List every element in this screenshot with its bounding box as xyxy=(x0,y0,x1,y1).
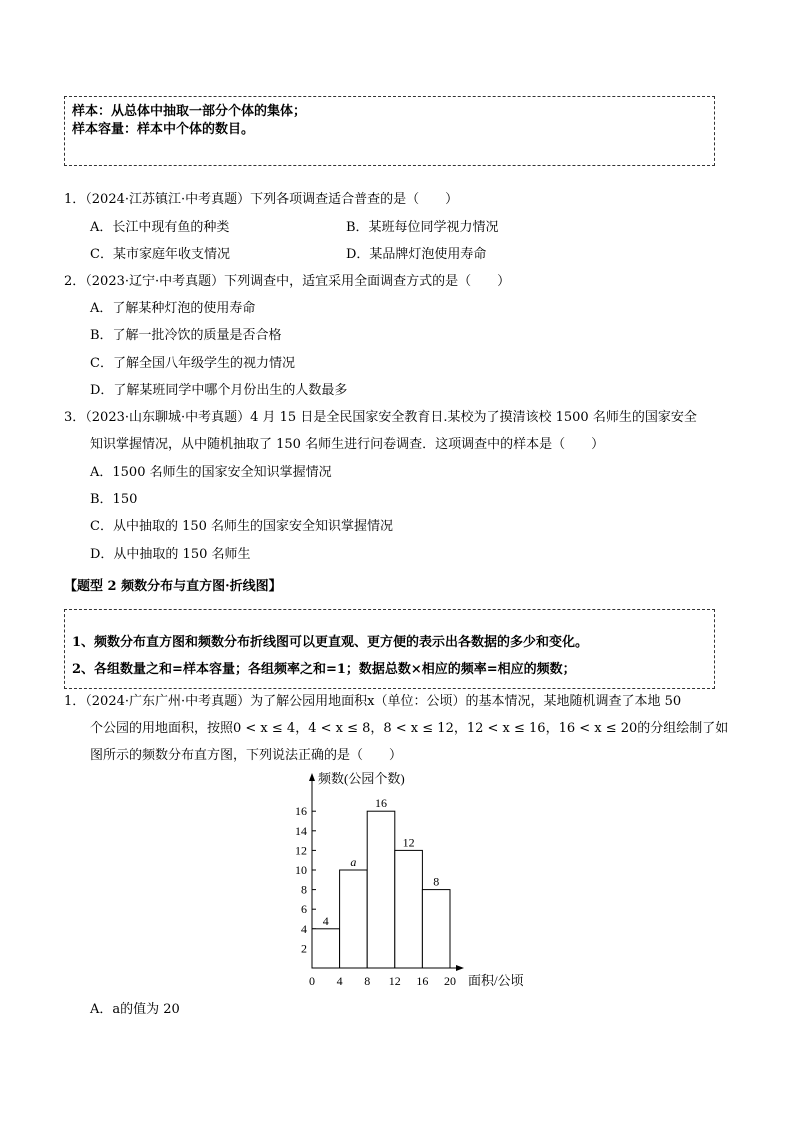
y-axis-title: 频数(公园个数) xyxy=(318,771,405,786)
q4-text-1: （2024·广东广州·中考真题）为了解公园用地面积x（单位：公顷）的基本情况，某地随机调查了本地 50 xyxy=(85,694,682,709)
box2-line2: 2、各组数量之和=样本容量；各组频率之和=1；数据总数×相应的频率=相应的频数； xyxy=(72,662,576,677)
section-2-title: 【题型 2 频数分布与直方图·折线图】 xyxy=(64,579,282,594)
q2-stem xyxy=(64,269,510,295)
q3-stem-line1 xyxy=(64,405,697,431)
q1-option-b: B．某班每位同学视力情况 xyxy=(346,220,499,235)
x-tick-label: 8 xyxy=(364,974,371,988)
box1-line1: 样本：从总体中抽取一部分个体的集体； xyxy=(72,104,307,119)
histogram-bar xyxy=(395,850,423,968)
q3-option-c: C．从中抽取的 150 名师生的国家安全知识掌握情况 xyxy=(90,519,394,534)
q1-option-c: C．某市家庭年收支情况 xyxy=(90,247,230,262)
box1-line2: 样本容量：样本中个体的数目。 xyxy=(72,122,255,137)
histogram-bar xyxy=(340,870,368,968)
q4-stem-line3: 图所示的频数分布直方图，下列说法正确的是（ ） xyxy=(90,748,403,763)
q3-option-b: B．150 xyxy=(90,492,138,507)
q2-option-c: C．了解全国八年级学生的视力情况 xyxy=(90,356,295,371)
y-tick-label: 8 xyxy=(301,882,307,897)
q3-option-a: A．1500 名师生的国家安全知识掌握情况 xyxy=(90,465,332,480)
x-tick-label: 16 xyxy=(416,974,429,988)
q4-option-a: A．a的值为 20 xyxy=(90,1002,180,1017)
q3-option-d: D．从中抽取的 150 名师生 xyxy=(90,547,251,562)
q3-text-1: （2023·山东聊城·中考真题）4 月 15 日是全民国家安全教育日.某校为了摸清该校 1500 名师生的国家安全 xyxy=(85,410,697,425)
bar-label: 4 xyxy=(322,913,329,928)
q3-stem-line2: 知识掌握情况，从中随机抽取了 150 名师生进行问卷调查．这项调查中的样本是（ ） xyxy=(90,437,605,452)
y-tick-label: 6 xyxy=(301,902,307,917)
q1-option-a: A．长江中现有鱼的种类 xyxy=(90,220,230,235)
q2-text: （2023·辽宁·中考真题）下列调查中，适宜采用全面调查方式的是（ ） xyxy=(85,274,511,289)
histogram-bar xyxy=(367,811,395,968)
q4-stem-line2: 个公园的用地面积，按照0 < x ≤ 4，4 < x ≤ 8，8 < x ≤ 12，12 < x ≤ 16，16 < x ≤ 20的分组绘制了如 xyxy=(90,721,729,736)
q4-stem-line1 xyxy=(64,689,681,715)
bar-label: a xyxy=(350,855,357,869)
x-tick-label: 0 xyxy=(309,974,315,988)
bar-label: 8 xyxy=(433,874,440,889)
q2-number: 2． xyxy=(64,274,86,289)
q1-text: （2024·江苏镇江·中考真题）下列各项调查适合普查的是（ ） xyxy=(85,192,459,207)
y-tick-label: 10 xyxy=(295,863,307,877)
histogram-bar xyxy=(312,929,340,968)
box2-line1: 1、频数分布直方图和频数分布折线图可以更直观、更方便的表示出各数据的多少和变化。 xyxy=(72,635,589,650)
x-axis-arrow xyxy=(456,965,464,971)
y-tick-label: 2 xyxy=(301,941,307,956)
x-tick-label: 4 xyxy=(336,974,343,988)
histogram-bar xyxy=(422,890,450,968)
q1-option-d: D．某品牌灯泡使用寿命 xyxy=(346,247,487,262)
q1-stem xyxy=(64,187,458,213)
q2-option-a: A．了解某种灯泡的使用寿命 xyxy=(90,301,256,316)
x-tick-label: 20 xyxy=(444,974,456,988)
bar-label: 16 xyxy=(375,796,387,811)
y-tick-label: 14 xyxy=(295,823,307,838)
q3-number: 3． xyxy=(64,410,86,425)
y-tick-label: 12 xyxy=(295,843,307,858)
x-tick-label: 12 xyxy=(388,974,401,988)
q4-number: 1． xyxy=(64,694,86,709)
y-tick-label: 16 xyxy=(295,804,307,819)
frequency-histogram xyxy=(280,765,550,995)
q2-option-d: D．了解某班同学中哪个月份出生的人数最多 xyxy=(90,383,348,398)
x-axis-title: 面积/公顷 xyxy=(468,973,524,988)
q2-option-b: B．了解一批冷饮的质量是否合格 xyxy=(90,328,282,343)
q1-number: 1． xyxy=(64,192,86,207)
y-tick-label: 4 xyxy=(301,921,307,936)
bar-label: 12 xyxy=(402,835,415,850)
y-axis-arrow xyxy=(309,773,315,781)
